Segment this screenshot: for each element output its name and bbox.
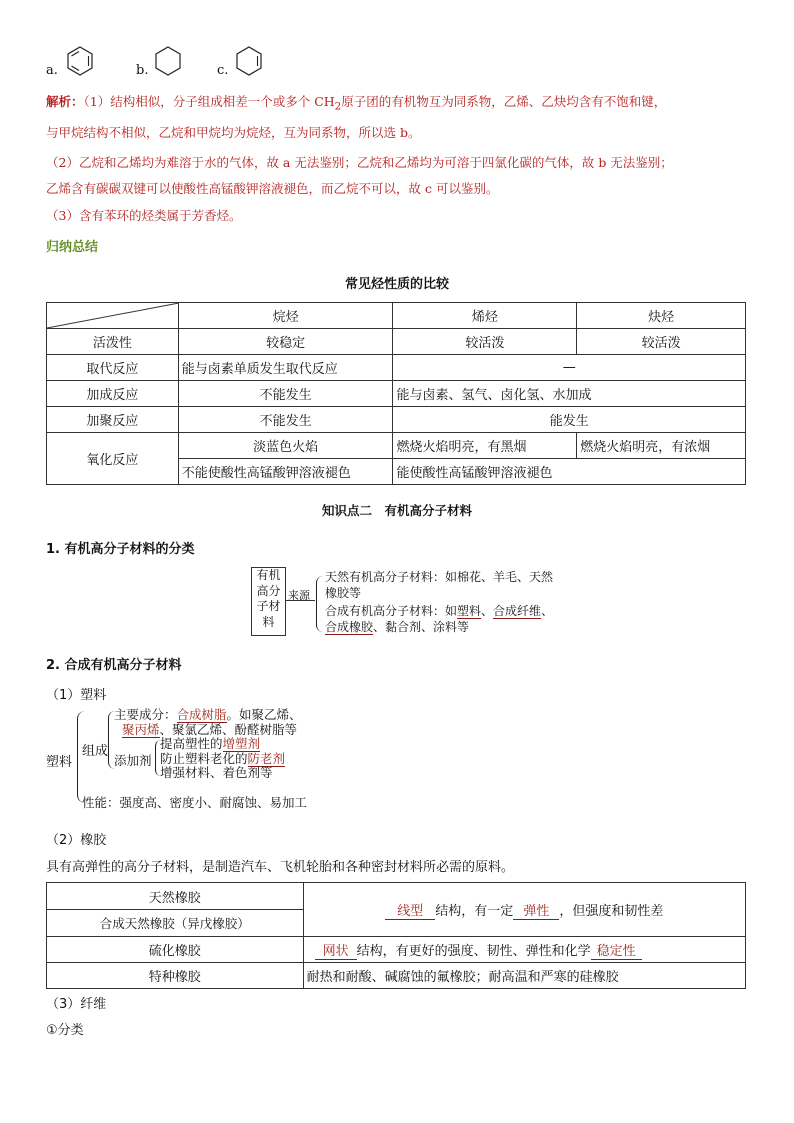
option-b-label: b. xyxy=(136,63,149,78)
answer-elasticity: 弹性 xyxy=(513,904,559,920)
analysis-line-4: 乙烯含有碳碳双键可以使酸性高锰酸钾溶液褪色，而乙烷不可以，故 c 可以鉴别。 xyxy=(46,181,499,196)
table-cell: 耐热和耐酸、碱腐蚀的氟橡胶；耐高温和严寒的硅橡胶 xyxy=(303,963,745,989)
table-cell: 活泼性 xyxy=(47,329,179,355)
table-cell: 不能发生 xyxy=(178,407,393,433)
summary-heading: 归纳总结 xyxy=(46,240,99,255)
additive-label: 添加剂 xyxy=(114,753,152,768)
table-cell: 不能发生 xyxy=(178,381,393,407)
main-line-1 xyxy=(114,707,302,722)
table-cell: 硫化橡胶 xyxy=(47,937,304,963)
table-cell: 能发生 xyxy=(393,407,746,433)
answer-synthetic-rubber: 合成橡胶 xyxy=(325,620,374,634)
header-alkene: 烯烃 xyxy=(393,303,577,329)
benzene-ring-icon xyxy=(64,45,96,77)
analysis-p1b: 原子团的有机物互为同系物，乙烯、乙炔均含有不饱和键， xyxy=(341,94,667,109)
table-cell: 加聚反应 xyxy=(47,407,179,433)
answer-linear: 线型 xyxy=(385,904,435,920)
table-cell: 较活泼 xyxy=(393,329,577,355)
answer-synthetic-resin: 合成树脂 xyxy=(176,707,227,722)
synthetic-sep: 、 xyxy=(481,604,494,618)
analysis-line-3: （2）乙烷和乙烯均为难溶于水的气体，故 a 无法鉴别；乙烷和乙烯均为可溶于四氯化碳的气体，故 b 无法鉴别； xyxy=(46,155,673,170)
analysis-line-2: 与甲烷结构不相似，乙烷和甲烷均为烷烃，互为同系物，所以选 b。 xyxy=(46,125,421,140)
table-row xyxy=(47,303,746,329)
table-row xyxy=(47,963,746,989)
synthetic-polymer-text xyxy=(325,603,553,635)
main-text: 、聚氯乙烯、酚醛树脂等 xyxy=(159,722,298,737)
fiber-subheading: ①分类 xyxy=(46,1023,84,1038)
main-component-text xyxy=(114,707,302,737)
analysis-p1-sub: 2 xyxy=(334,100,342,113)
classification-brace xyxy=(316,576,323,632)
table-cell: 燃烧火焰明亮，有黑烟 xyxy=(393,433,577,459)
rubber-text: ，但强度和韧性差 xyxy=(559,904,664,919)
box-line: 有机 xyxy=(256,568,281,582)
synthetic-sep: 、 xyxy=(541,604,554,618)
analysis-p1a: （1）结构相似，分子组成相差一个或多个 CH xyxy=(83,94,335,109)
rubber-table xyxy=(46,882,746,989)
table-cell: 不能使酸性高锰酸钾溶液褪色 xyxy=(178,459,393,485)
answer-synthetic-fiber: 合成纤维 xyxy=(493,604,542,618)
table-row xyxy=(47,883,746,910)
option-c-label: c. xyxy=(217,63,229,78)
table-cell: 天然橡胶 xyxy=(47,883,304,910)
synthetic-text: 合成有机高分子材料：如 xyxy=(325,604,458,618)
main-text: 主要成分： xyxy=(114,707,177,722)
table-row xyxy=(47,355,746,381)
table-row xyxy=(47,381,746,407)
box-line: 料 xyxy=(262,614,275,629)
table-cell: 取代反应 xyxy=(47,355,179,381)
synthetic-text: 、黏合剂、涂料等 xyxy=(373,620,470,634)
composition-label: 组成 xyxy=(82,744,109,759)
answer-antiager: 防老剂 xyxy=(247,750,286,766)
additive-item xyxy=(160,737,285,752)
rubber-heading: （2）橡胶 xyxy=(46,833,107,848)
knowledge-point-2-title: 知识点二 有机高分子材料 xyxy=(321,503,472,518)
rubber-text: 结构，有一定 xyxy=(435,904,514,919)
table-cell: 较稳定 xyxy=(178,329,393,355)
answer-plasticizer: 增塑剂 xyxy=(222,736,261,751)
diagonal-line xyxy=(47,303,179,328)
table-row xyxy=(47,433,746,459)
box-line: 子材 xyxy=(256,599,281,613)
table-cell: — xyxy=(393,355,746,381)
table1-title: 常见烃性质的比较 xyxy=(344,277,449,292)
table-cell: 合成天然橡胶（异戊橡胶） xyxy=(47,910,304,937)
natural-line-2: 橡胶等 xyxy=(325,586,362,600)
linear-structure-cell xyxy=(303,883,745,937)
table-cell: 特种橡胶 xyxy=(47,963,304,989)
analysis-label: 解析： xyxy=(46,94,84,109)
additive-list xyxy=(160,737,285,781)
rubber-text: 结构，有更好的强度、韧性、弹性和化学 xyxy=(356,944,591,959)
section1-heading: 1. 有机高分子材料的分类 xyxy=(46,542,195,557)
answer-network: 网状 xyxy=(315,944,357,960)
additive-text: 防止塑料老化的 xyxy=(160,750,248,766)
table-cell: 能与卤素、氢气、卤化氢、水加成 xyxy=(393,381,746,407)
hydrocarbon-comparison-table xyxy=(46,302,746,485)
plastic-label: 塑料 xyxy=(46,755,73,770)
analysis-line-1 xyxy=(46,92,666,113)
table-row xyxy=(47,937,746,963)
plastic-heading: （1）塑料 xyxy=(46,688,107,703)
table-cell: 加成反应 xyxy=(47,381,179,407)
synthetic-line-1 xyxy=(325,603,553,619)
table-cell: 能使酸性高锰酸钾溶液褪色 xyxy=(393,459,746,485)
natural-polymer-text xyxy=(325,569,553,601)
natural-line-1: 天然有机高分子材料：如棉花、羊毛、天然 xyxy=(325,570,554,584)
answer-stability: 稳定性 xyxy=(591,944,642,960)
table-row xyxy=(47,407,746,433)
table-row xyxy=(47,329,746,355)
table-cell: 燃烧火焰明亮，有浓烟 xyxy=(577,433,746,459)
section2-heading: 2. 合成有机高分子材料 xyxy=(46,658,182,673)
main-text: 。如聚乙烯、 xyxy=(226,707,302,722)
rubber-intro: 具有高弹性的高分子材料，是制造汽车、飞机轮胎和各种密封材料所必需的原料。 xyxy=(46,860,515,875)
main-line-2 xyxy=(114,722,302,737)
network-structure-cell xyxy=(303,937,745,963)
additive-item: 增强材料、着色剂等 xyxy=(160,765,273,780)
source-label: 来源 xyxy=(288,589,310,602)
organic-polymer-box xyxy=(251,567,286,636)
table-cell: 能与卤素单质发生取代反应 xyxy=(178,355,393,381)
answer-plastic: 塑料 xyxy=(457,604,482,618)
header-alkane: 烷烃 xyxy=(178,303,393,329)
fiber-heading: （3）纤维 xyxy=(46,997,107,1012)
synthetic-line-2 xyxy=(325,619,553,635)
additive-text: 提高塑性的 xyxy=(160,736,223,751)
additive-item xyxy=(160,752,285,767)
cyclohexane-ring-icon xyxy=(152,45,184,77)
box-line: 高分 xyxy=(256,583,281,598)
cyclohexene-ring-icon xyxy=(233,45,265,77)
option-a-label: a. xyxy=(46,63,58,78)
analysis-line-5: （3）含有苯环的烃类属于芳香烃。 xyxy=(46,208,242,223)
table-cell: 较活泼 xyxy=(577,329,746,355)
plastic-performance: 性能：强度高、密度小、耐腐蚀、易加工 xyxy=(82,795,308,810)
table-cell: 氧化反应 xyxy=(47,433,179,485)
answer-polypropylene: 聚丙烯 xyxy=(122,722,160,737)
table1-corner-cell xyxy=(47,303,179,329)
header-alkyne: 炔烃 xyxy=(577,303,746,329)
table-cell: 淡蓝色火焰 xyxy=(178,433,393,459)
